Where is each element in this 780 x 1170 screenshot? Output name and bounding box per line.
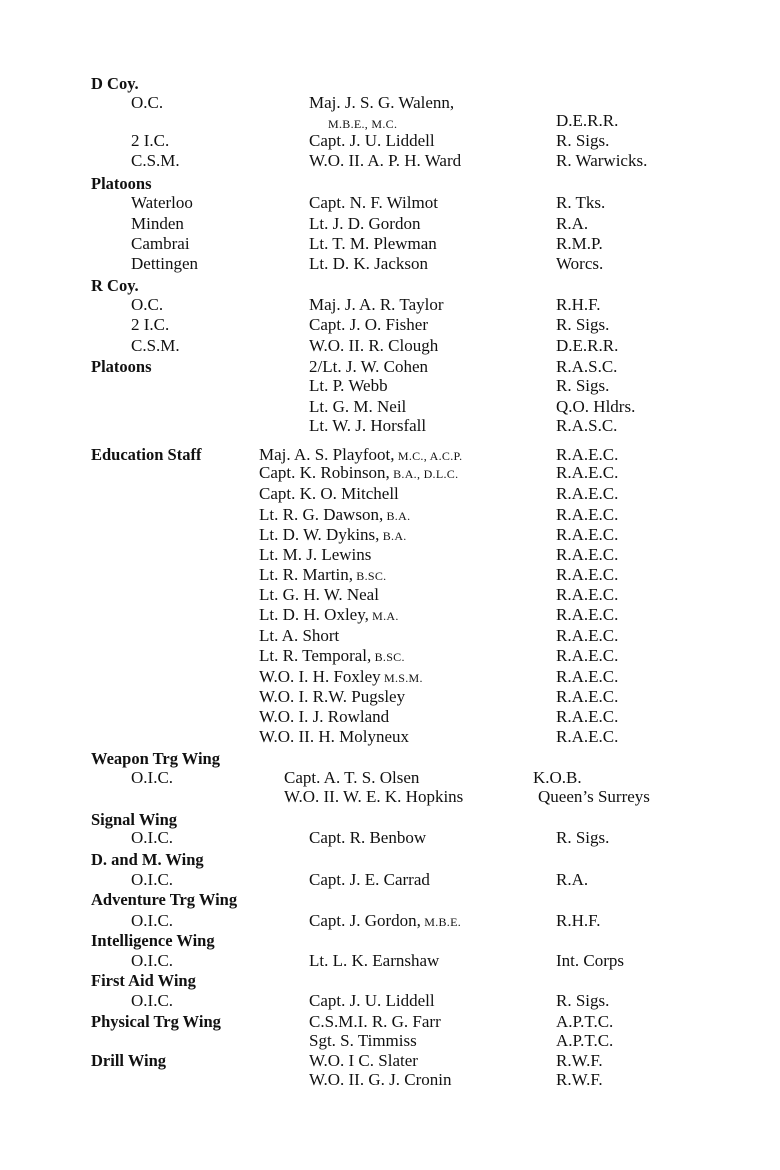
unit-name: R.A.: [556, 870, 589, 889]
row-role: Waterloo: [131, 193, 193, 212]
section-heading: Weapon Trg Wing: [91, 749, 220, 768]
officer-name: Maj. A. S. Playfoot, M.C., A.C.P.: [259, 445, 463, 464]
unit-name: R.A.: [556, 214, 589, 233]
officer-name: Lt. D. K. Jackson: [309, 254, 428, 273]
section-heading: R Coy.: [91, 276, 139, 295]
unit-name: R. Tks.: [556, 193, 606, 212]
officer-name: Capt. J. Gordon, M.B.E.: [309, 911, 462, 930]
officer-name: Lt. G. H. W. Neal: [259, 585, 379, 604]
honours: M.S.M.: [380, 671, 423, 685]
officer-name: Capt. K. O. Mitchell: [259, 484, 399, 503]
section-heading: Drill Wing: [91, 1051, 167, 1070]
row-role: Cambrai: [131, 234, 190, 253]
section-heading: D. and M. Wing: [91, 850, 204, 869]
unit-name: K.O.B.: [533, 768, 582, 787]
unit-name: R. Sigs.: [556, 828, 610, 847]
officer-name: Capt. J. U. Liddell: [309, 131, 435, 150]
unit-name: R. Sigs.: [556, 376, 610, 395]
officer-name: Sgt. S. Timmiss: [309, 1031, 417, 1050]
unit-name: R.A.E.C.: [556, 484, 619, 503]
section-heading: Signal Wing: [91, 810, 178, 829]
row-role: O.I.C.: [131, 828, 174, 847]
honours: M.C., A.C.P.: [394, 449, 463, 463]
honours: B.SC.: [352, 569, 387, 583]
officer-name: Capt. K. Robinson, B.A., D.L.C.: [259, 463, 459, 482]
unit-name: R. Sigs.: [556, 991, 610, 1010]
section-heading: Intelligence Wing: [91, 931, 215, 950]
officer-name: Lt. W. J. Horsfall: [309, 416, 427, 435]
officer-name: 2/Lt. J. W. Cohen: [309, 357, 429, 376]
officer-name: W.O. II. A. P. H. Ward: [309, 151, 462, 170]
officer-name: Maj. J. S. G. Walenn,: [309, 93, 455, 112]
unit-name: A.P.T.C.: [556, 1031, 614, 1050]
row-role: O.C.: [131, 93, 164, 112]
officer-name: Capt. R. Benbow: [309, 828, 427, 847]
officer-name: Lt. R. Temporal, B.SC.: [259, 646, 405, 665]
unit-name: R.A.E.C.: [556, 505, 619, 524]
section-heading: Platoons: [91, 174, 152, 193]
officer-name: W.O. II. W. E. K. Hopkins: [284, 787, 464, 806]
officer-name: Lt. J. D. Gordon: [309, 214, 421, 233]
officer-name: Capt. A. T. S. Olsen: [284, 768, 420, 787]
honours: M.A.: [368, 609, 399, 623]
unit-name: A.P.T.C.: [556, 1012, 614, 1031]
row-role: 2 I.C.: [131, 131, 170, 150]
officer-name: Lt. R. G. Dawson, B.A.: [259, 505, 411, 524]
officer-name: Lt. L. K. Earnshaw: [309, 951, 440, 970]
officer-name: Lt. P. Webb: [309, 376, 388, 395]
unit-name: R.A.E.C.: [556, 626, 619, 645]
officer-name: Maj. J. A. R. Taylor: [309, 295, 444, 314]
unit-name: R.A.E.C.: [556, 565, 619, 584]
unit-name: R.W.F.: [556, 1070, 603, 1089]
officer-name: W.O. I C. Slater: [309, 1051, 418, 1070]
officer-name: Capt. J. U. Liddell: [309, 991, 435, 1010]
honours: M.B.E.: [420, 915, 462, 929]
unit-name: R.W.F.: [556, 1051, 603, 1070]
officer-name: Lt. D. H. Oxley, M.A.: [259, 605, 399, 624]
unit-name: R. Warwicks.: [556, 151, 648, 170]
unit-name: R.A.E.C.: [556, 545, 619, 564]
row-role: O.C.: [131, 295, 164, 314]
unit-name: R.A.E.C.: [556, 463, 619, 482]
unit-name: D.E.R.R.: [556, 336, 619, 355]
officer-name: Lt. G. M. Neil: [309, 397, 407, 416]
unit-name: Int. Corps: [556, 951, 624, 970]
unit-name: R. Sigs.: [556, 131, 610, 150]
unit-name: Q.O. Hldrs.: [556, 397, 636, 416]
officer-name: Capt. N. F. Wilmot: [309, 193, 438, 212]
officer-name: W.O. I. H. Foxley M.S.M.: [259, 667, 423, 686]
unit-name: R.H.F.: [556, 295, 601, 314]
officer-name: Lt. A. Short: [259, 626, 340, 645]
row-role: Minden: [131, 214, 184, 233]
officer-name: W.O. I. J. Rowland: [259, 707, 390, 726]
row-role: 2 I.C.: [131, 315, 170, 334]
unit-name: Queen’s Surreys: [538, 787, 650, 806]
officer-name: W.O. II. R. Clough: [309, 336, 439, 355]
officer-name: Lt. M. J. Lewins: [259, 545, 372, 564]
section-heading: Education Staff: [91, 445, 202, 464]
unit-name: R.M.P.: [556, 234, 603, 253]
row-role: O.I.C.: [131, 911, 174, 930]
unit-name: R. Sigs.: [556, 315, 610, 334]
unit-name: D.E.R.R.: [556, 111, 619, 130]
unit-name: Worcs.: [556, 254, 604, 273]
row-role: O.I.C.: [131, 951, 174, 970]
section-heading: First Aid Wing: [91, 971, 196, 990]
row-role: C.S.M.: [131, 336, 180, 355]
officer-name: Lt. T. M. Plewman: [309, 234, 437, 253]
unit-name: R.A.E.C.: [556, 605, 619, 624]
section-heading: Platoons: [91, 357, 152, 376]
unit-name: R.A.E.C.: [556, 727, 619, 746]
section-heading: Physical Trg Wing: [91, 1012, 221, 1031]
unit-name: R.A.S.C.: [556, 357, 618, 376]
honours: B.A., D.L.C.: [389, 467, 459, 481]
unit-name: R.A.E.C.: [556, 525, 619, 544]
officer-name: Capt. J. O. Fisher: [309, 315, 428, 334]
unit-name: R.A.E.C.: [556, 585, 619, 604]
row-role: O.I.C.: [131, 768, 174, 787]
row-role: O.I.C.: [131, 870, 174, 889]
unit-name: R.A.E.C.: [556, 667, 619, 686]
section-heading: Adventure Trg Wing: [91, 890, 238, 909]
row-role: C.S.M.: [131, 151, 180, 170]
row-role: Dettingen: [131, 254, 199, 273]
honours: M.B.E., M.C.: [328, 117, 398, 131]
unit-name: R.A.E.C.: [556, 707, 619, 726]
unit-name: R.A.E.C.: [556, 646, 619, 665]
officer-name: Capt. J. E. Carrad: [309, 870, 430, 889]
officer-name: W.O. I. R.W. Pugsley: [259, 687, 406, 706]
unit-name: R.A.E.C.: [556, 445, 619, 464]
honours: B.A.: [379, 529, 407, 543]
row-role: O.I.C.: [131, 991, 174, 1010]
honours: B.SC.: [371, 650, 405, 664]
officer-name: W.O. II. G. J. Cronin: [309, 1070, 452, 1089]
officer-name: C.S.M.I. R. G. Farr: [309, 1012, 441, 1031]
section-heading: D Coy.: [91, 74, 139, 93]
unit-name: R.A.E.C.: [556, 687, 619, 706]
honours: B.A.: [383, 509, 411, 523]
officer-name: W.O. II. H. Molyneux: [259, 727, 409, 746]
unit-name: R.H.F.: [556, 911, 601, 930]
officer-name: Lt. R. Martin, B.SC.: [259, 565, 387, 584]
officer-name: Lt. D. W. Dykins, B.A.: [259, 525, 407, 544]
unit-name: R.A.S.C.: [556, 416, 618, 435]
